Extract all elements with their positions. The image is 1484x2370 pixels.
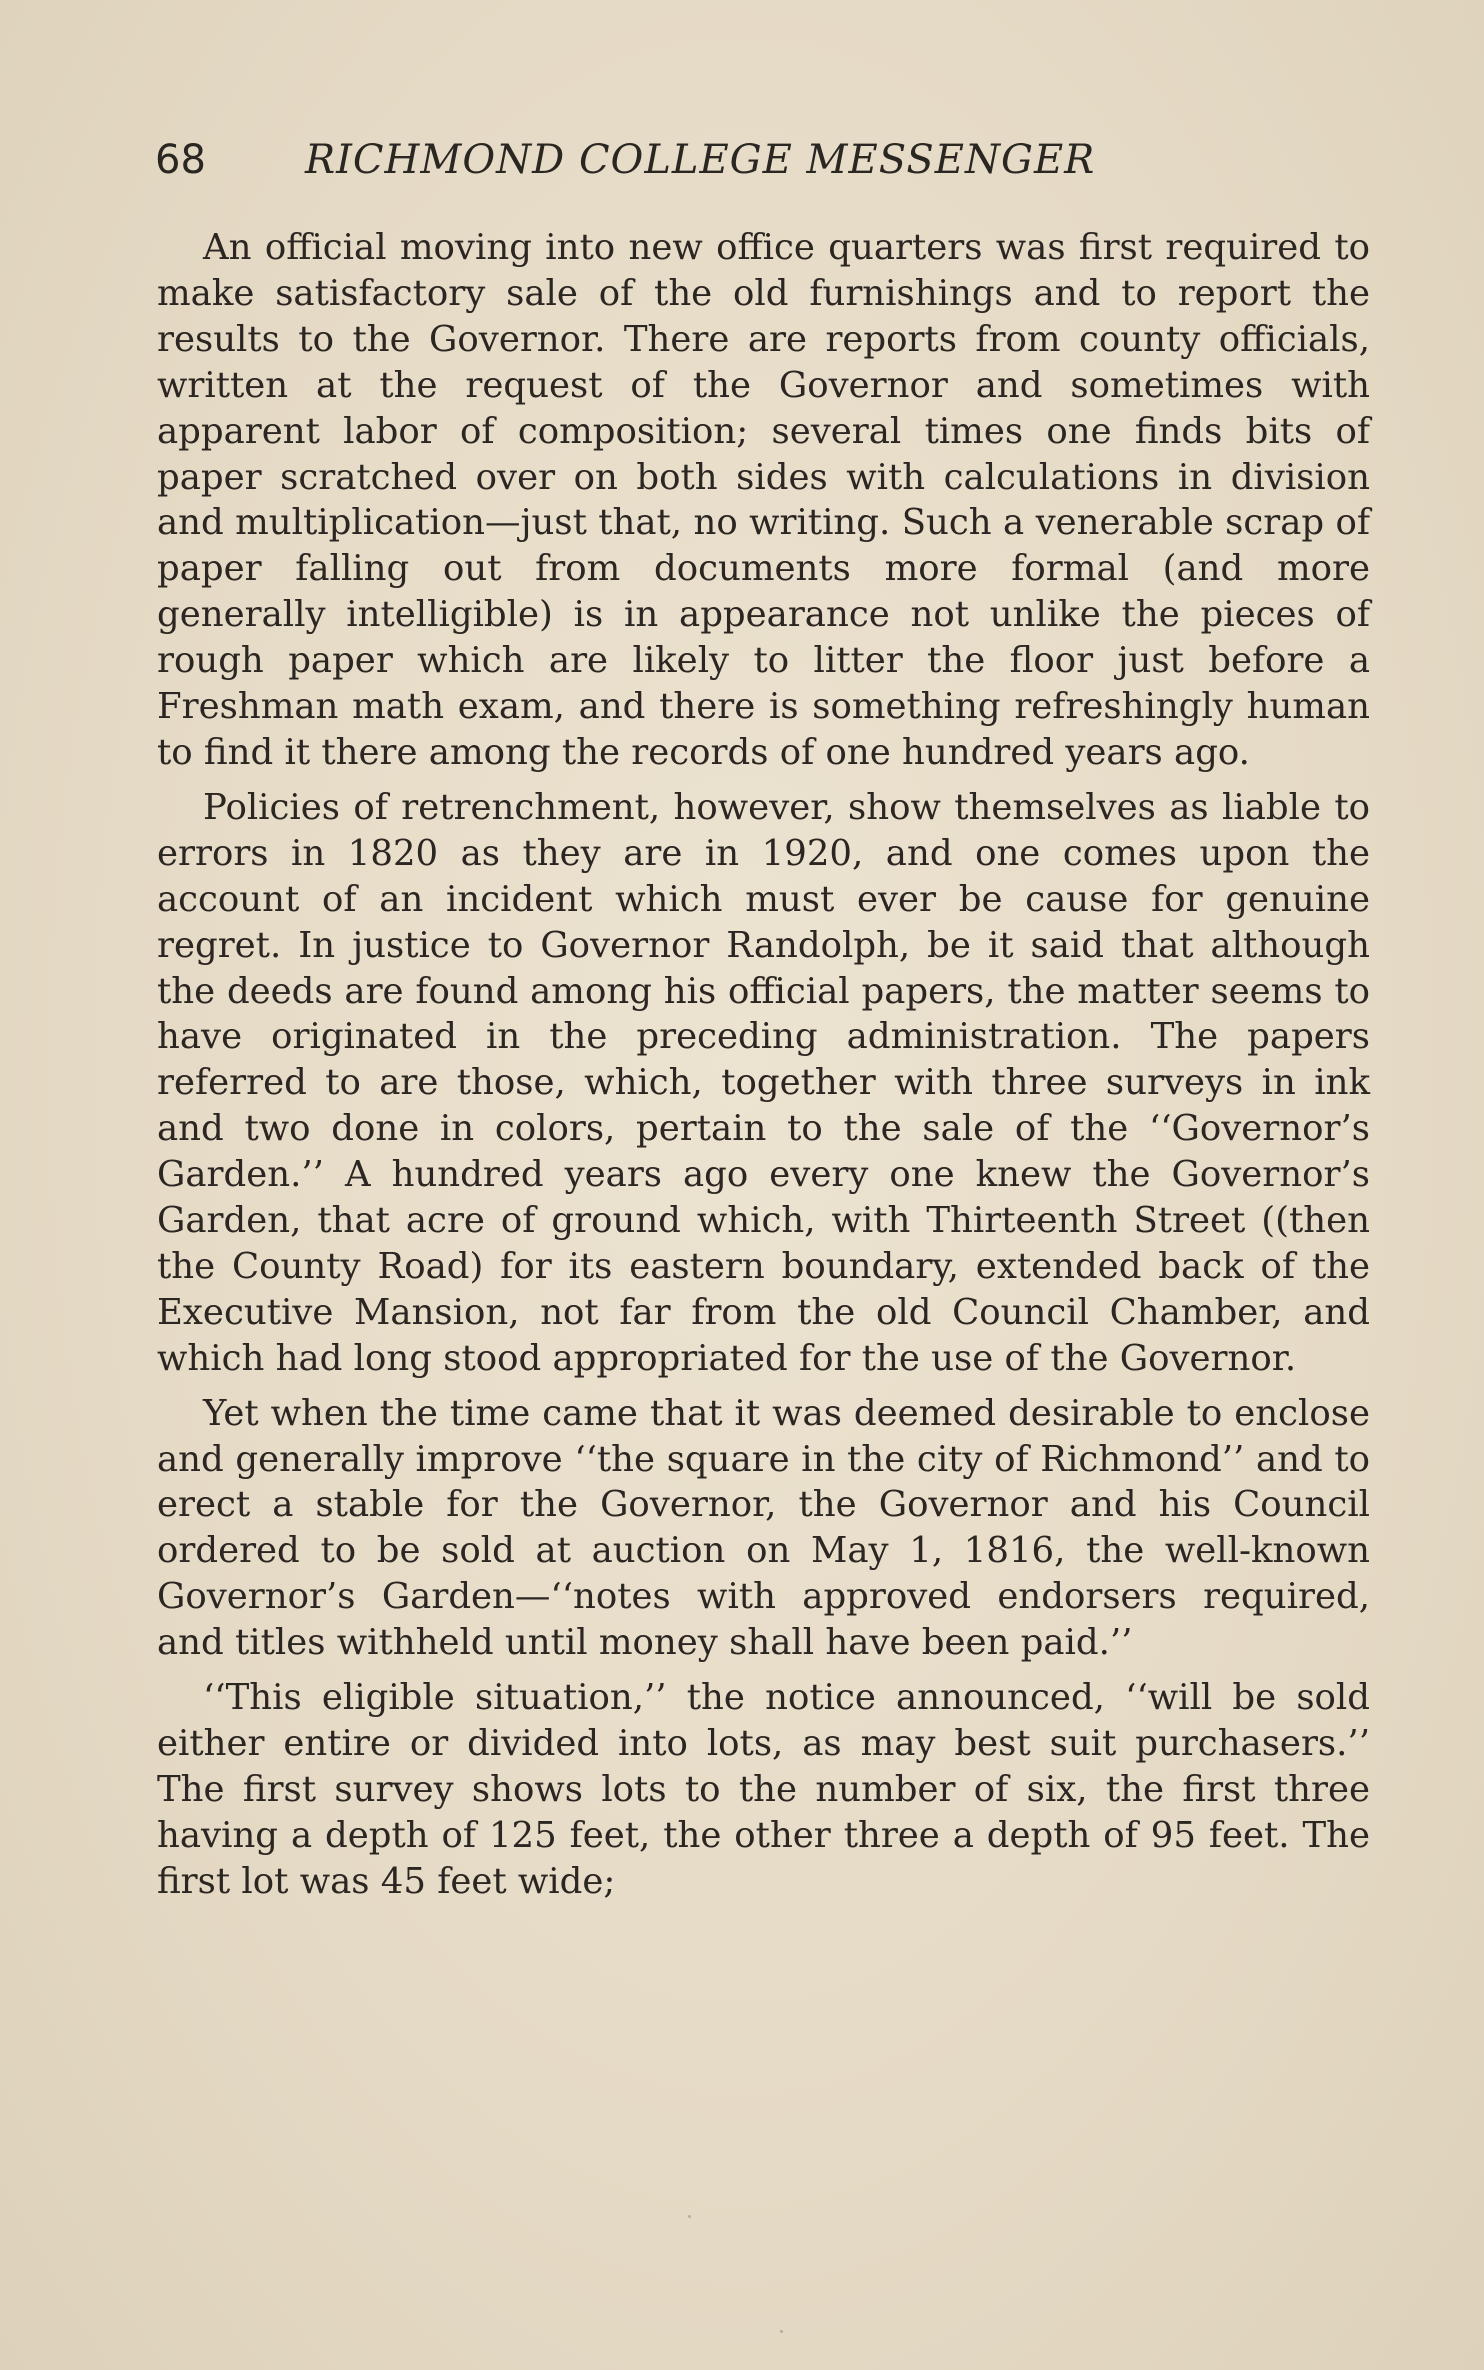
page-number: 68 [155,137,206,183]
running-head: RICHMOND COLLEGE MESSENGER [305,137,1096,183]
page-header [155,130,1375,190]
paper-speck [780,2330,783,2333]
paper-speck [688,2215,691,2218]
paragraph: ‘‘This eligible situation,’’ the notice announced, ‘‘will be sold either entire or divided into lots, as may best suit purchasers.’’ The first survey shows lots to the number of six, the first three having a depth of 125 feet, the other three a depth of 95 feet. The first lot was 45 feet wide; [157,1677,1370,1902]
paragraph: Policies of retrenchment, however, show themselves as liable to errors in 1820 as they are in 1920, and one comes upon the account of an incident which must ever be cause for genuine regret. In justice to Governor Randolph, be it said that although the deeds are found among his official papers, the matter seems to have originated in the preceding administration. The papers referred to are those, which, together with three surveys in ink and two done in colors, pertain to the sale of the ‘‘Governor’s Garden.’’ A hundred years ago every one knew the Governor’s Garden, that acre of ground which, with Thirteenth Street ((then the County Road) for its eastern boundary, extended back of the Executive Mansion, not far from the old Council Chamber, and which had long stood appropriated for the use of the Governor. [157,786,1370,1379]
paragraph: An official moving into new office quarters was first required to make satisfactory sale of the old furnishings and to report the results to the Governor. There are reports from county officials, written at the request of the Governor and sometimes with apparent labor of composition; several times one finds bits of paper scratched over on both sides with calculations in division and multiplication—just that, no writing. Such a venerable scrap of paper falling out from documents more formal (and more generally intelligible) is in appearance not unlike the pieces of rough paper which are likely to litter the floor just before a Freshman math exam, and there is something refreshingly human to find it there among the records of one hundred years ago. [157,227,1370,773]
paragraph: Yet when the time came that it was deemed desirable to enclose and generally improve ‘‘the square in the city of Richmond’’ and to erect a stable for the Governor, the Governor and his Council ordered to be sold at auction on May 1, 1816, the well-known Governor’s Garden—‘‘notes with approved endorsers required, and titles withheld until money shall have been paid.’’ [157,1392,1370,1664]
body-text [157,225,1370,1914]
